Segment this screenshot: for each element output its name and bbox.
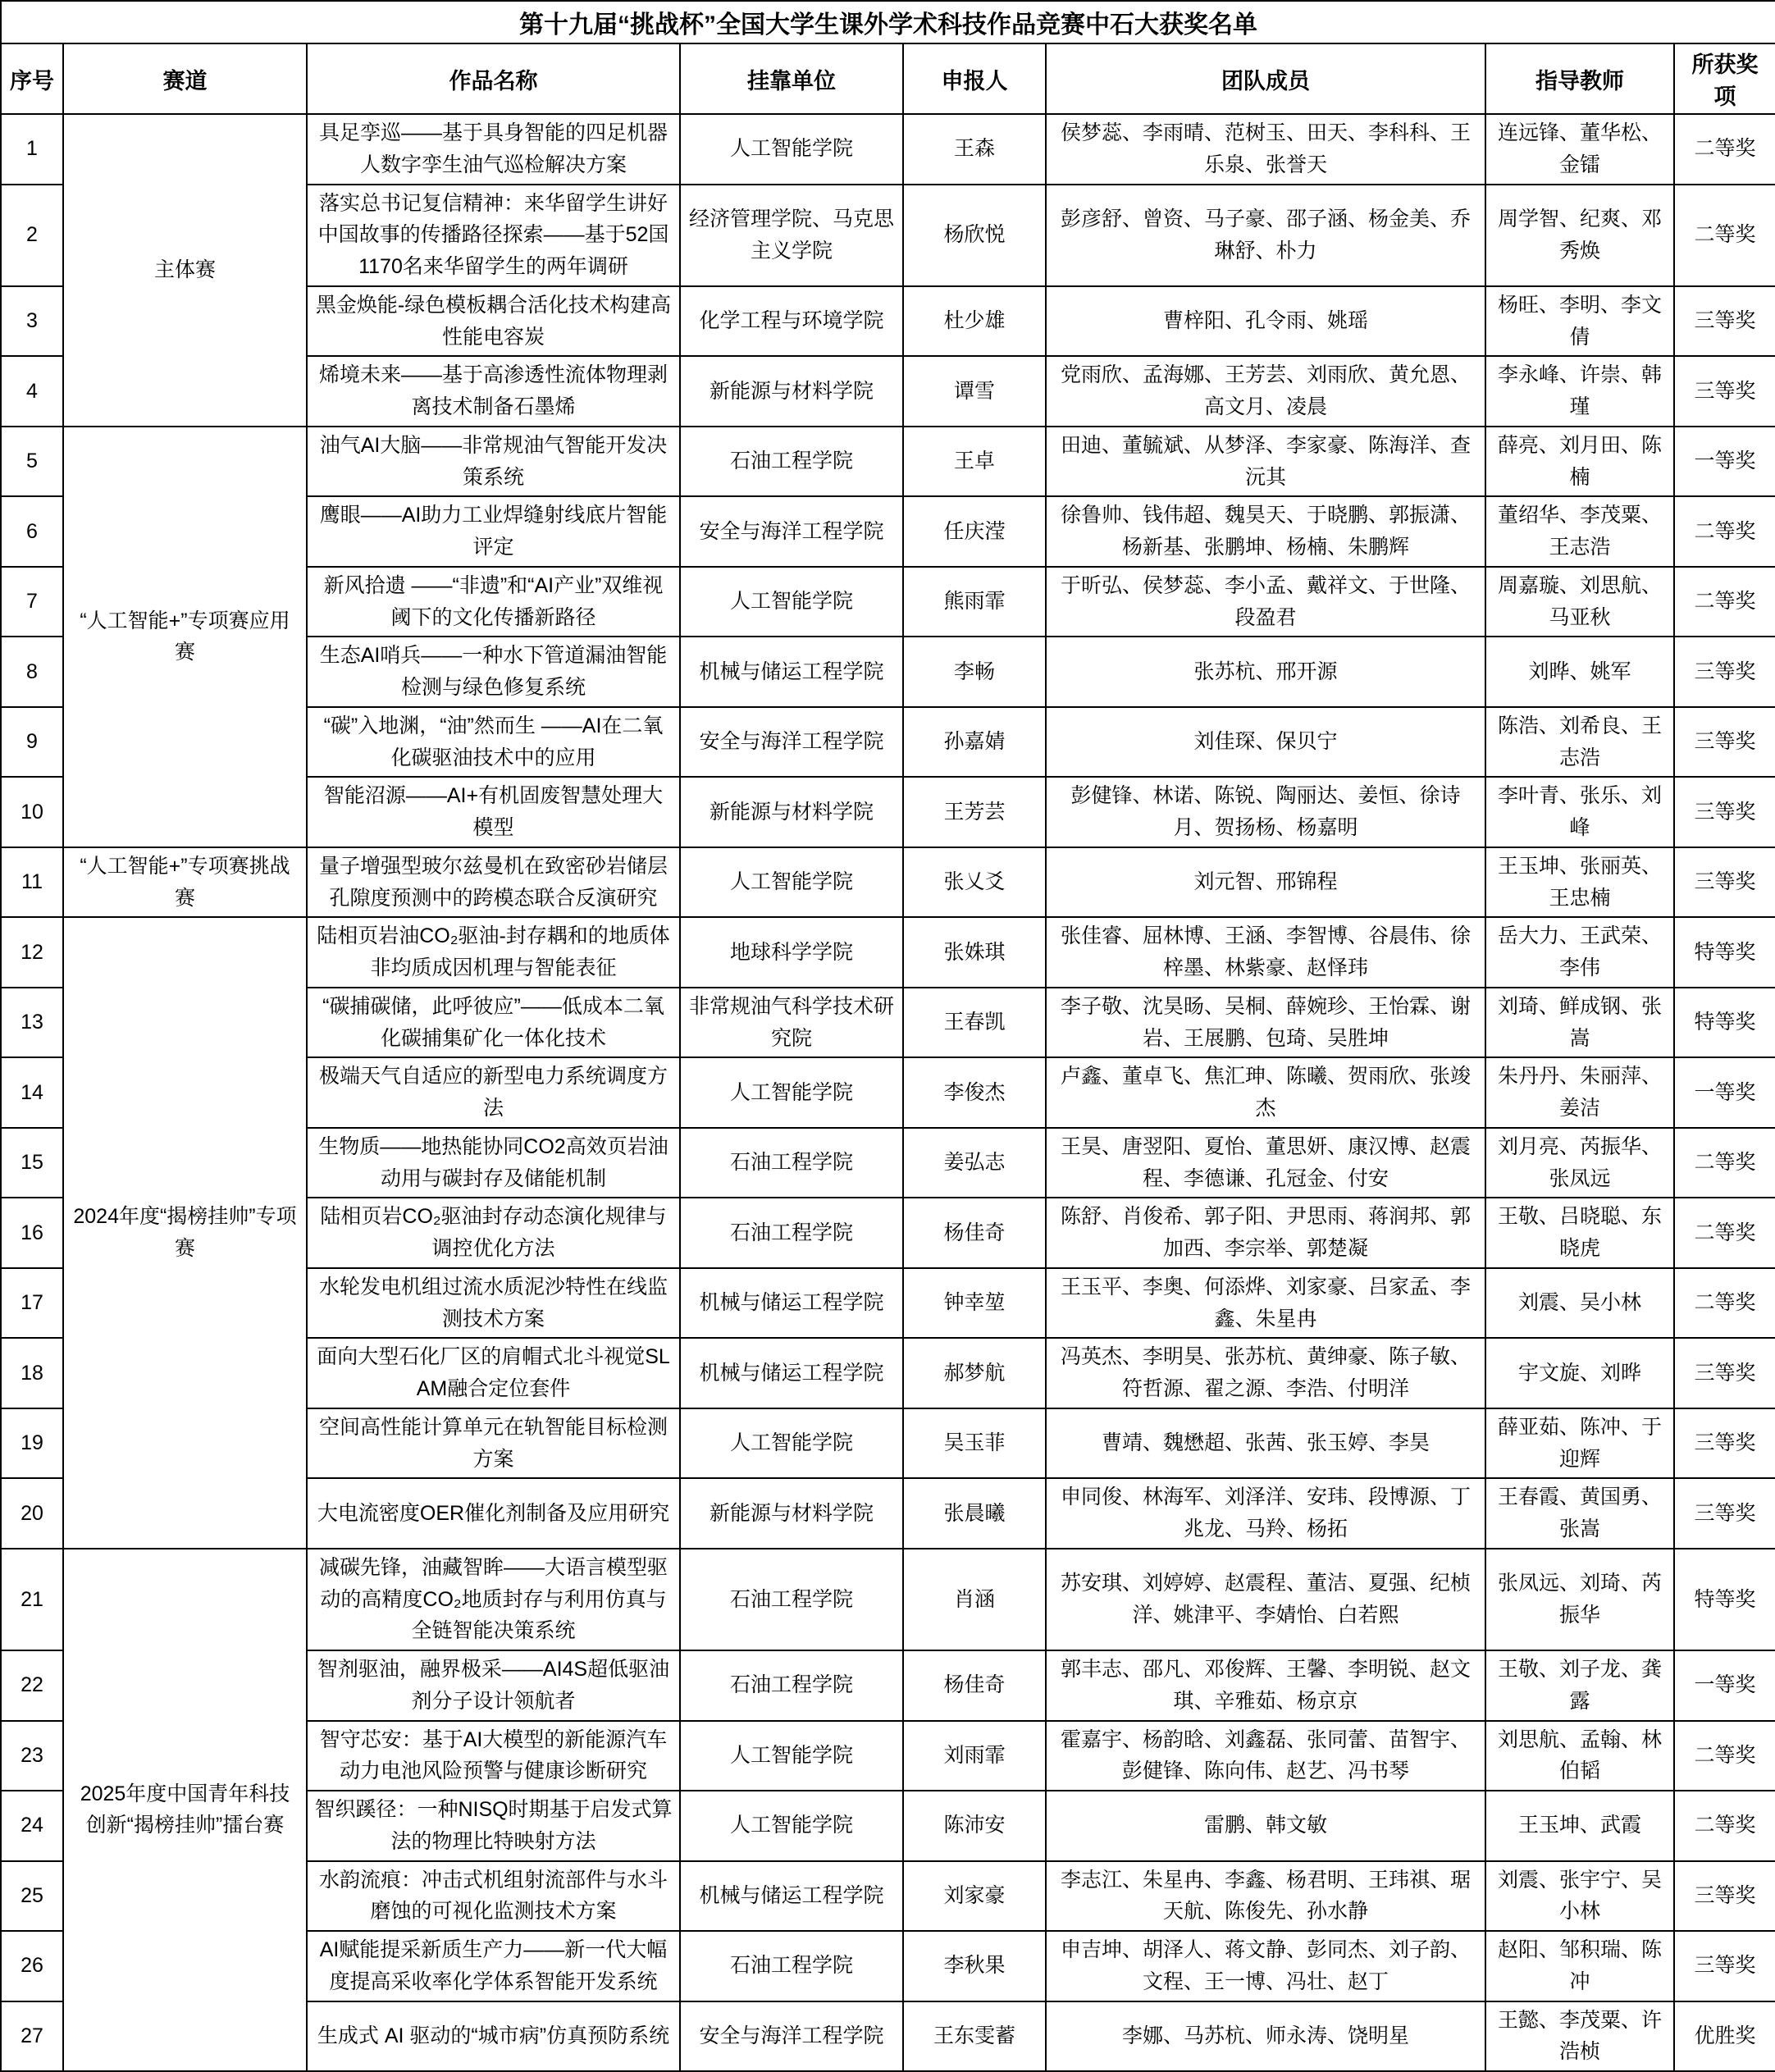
cell-unit: 石油工程学院: [680, 1128, 903, 1198]
cell-award: 优胜奖: [1674, 2001, 1775, 2072]
cell-unit: 新能源与材料学院: [680, 1478, 903, 1549]
cell-work-title: 空间高性能计算单元在轨智能目标检测方案: [307, 1408, 680, 1479]
cell-applicant: 孙嘉婧: [903, 707, 1046, 778]
cell-seq: 10: [1, 777, 63, 847]
cell-advisors: 周嘉璇、刘思航、马亚秋: [1485, 567, 1674, 637]
cell-applicant: 杨佳奇: [903, 1198, 1046, 1268]
cell-advisors: 赵阳、邹积瑞、陈冲: [1485, 1931, 1674, 2001]
cell-work-title: 水韵流痕：冲击式机组射流部件与水斗磨蚀的可视化监测技术方案: [307, 1861, 680, 1932]
cell-team: 冯英杰、李明昊、张苏杭、黄绅豪、陈子敏、符哲源、翟之源、李浩、付明洋: [1046, 1338, 1485, 1408]
cell-advisors: 岳大力、王武荣、李伟: [1485, 917, 1674, 988]
cell-applicant: 肖涵: [903, 1549, 1046, 1650]
cell-unit: 机械与储运工程学院: [680, 1861, 903, 1932]
cell-team: 郭丰志、邵凡、邓俊辉、王馨、李明锐、赵文琪、辛雅茹、杨京京: [1046, 1650, 1485, 1721]
cell-work-title: 陆相页岩CO₂驱油封存动态演化规律与调控优化方法: [307, 1198, 680, 1268]
cell-seq: 22: [1, 1650, 63, 1721]
cell-unit: 人工智能学院: [680, 1408, 903, 1479]
cell-team: 王玉平、李奥、何添烨、刘家豪、吕家孟、李鑫、朱星冉: [1046, 1268, 1485, 1339]
cell-advisors: 刘晔、姚军: [1485, 637, 1674, 707]
cell-award: 三等奖: [1674, 707, 1775, 778]
cell-advisors: 刘震、吴小林: [1485, 1268, 1674, 1339]
cell-applicant: 王森: [903, 114, 1046, 185]
cell-award: 一等奖: [1674, 427, 1775, 497]
cell-award: 一等奖: [1674, 1650, 1775, 1721]
cell-award: 特等奖: [1674, 988, 1775, 1058]
cell-unit: 人工智能学院: [680, 567, 903, 637]
cell-team: 李娜、马苏杭、师永涛、饶明星: [1046, 2001, 1485, 2072]
column-header-track: 赛道: [63, 43, 307, 114]
cell-team: 党雨欣、孟海娜、王芳芸、刘雨欣、黄允恩、高文月、凌晨: [1046, 356, 1485, 427]
cell-applicant: 吴玉菲: [903, 1408, 1046, 1479]
cell-work-title: 智剂驱油，融界极采——AI4S超低驱油剂分子设计领航者: [307, 1650, 680, 1721]
cell-award: 二等奖: [1674, 185, 1775, 286]
cell-applicant: 陈沛安: [903, 1791, 1046, 1861]
cell-team: 田迪、董毓斌、从梦泽、李家豪、陈海洋、查沅其: [1046, 427, 1485, 497]
cell-work-title: “碳”入地渊，“油”然而生 ——AI在二氧化碳驱油技术中的应用: [307, 707, 680, 778]
table-row: [1, 847, 1775, 918]
column-header-award: 所获奖项: [1674, 43, 1775, 114]
cell-applicant: 刘家豪: [903, 1861, 1046, 1932]
cell-work-title: 生物质——地热能协同CO2高效页岩油动用与碳封存及储能机制: [307, 1128, 680, 1198]
cell-advisors: 王敬、吕晓聪、东晓虎: [1485, 1198, 1674, 1268]
cell-applicant: 王东雯蓄: [903, 2001, 1046, 2072]
cell-unit: 新能源与材料学院: [680, 777, 903, 847]
cell-unit: 新能源与材料学院: [680, 356, 903, 427]
cell-advisors: 刘思航、孟翰、林伯韬: [1485, 1721, 1674, 1791]
cell-advisors: 张凤远、刘琦、芮振华: [1485, 1549, 1674, 1650]
cell-unit: 人工智能学院: [680, 114, 903, 185]
cell-advisors: 陈浩、刘希良、王志浩: [1485, 707, 1674, 778]
cell-team: 陈舒、肖俊希、郭子阳、尹思雨、蒋润邦、郭加西、李宗举、郭楚凝: [1046, 1198, 1485, 1268]
cell-award: 三等奖: [1674, 1408, 1775, 1479]
cell-unit: 机械与储运工程学院: [680, 1268, 903, 1339]
cell-team: 雷鹏、韩文敏: [1046, 1791, 1485, 1861]
cell-award: 三等奖: [1674, 847, 1775, 918]
table-title-row: [1, 1, 1775, 43]
cell-seq: 1: [1, 114, 63, 185]
cell-applicant: 张乂爻: [903, 847, 1046, 918]
cell-advisors: 宇文旋、刘晔: [1485, 1338, 1674, 1408]
cell-applicant: 刘雨霏: [903, 1721, 1046, 1791]
cell-award: 二等奖: [1674, 114, 1775, 185]
cell-team: 于昕弘、侯梦蕊、李小孟、戴祥文、于世隆、段盈君: [1046, 567, 1485, 637]
cell-seq: 5: [1, 427, 63, 497]
cell-team: 张苏杭、邢开源: [1046, 637, 1485, 707]
page-title: 第十九届“挑战杯”全国大学生课外学术科技作品竞赛中石大获奖名单: [1, 1, 1775, 43]
cell-advisors: 李永峰、许崇、韩瑾: [1485, 356, 1674, 427]
cell-award: 三等奖: [1674, 1478, 1775, 1549]
cell-work-title: 水轮发电机组过流水质泥沙特性在线监测技术方案: [307, 1268, 680, 1339]
cell-team: 彭彦舒、曾资、马子豪、邵子涵、杨金美、乔琳舒、朴力: [1046, 185, 1485, 286]
cell-work-title: 智织蹊径：一种NISQ时期基于启发式算法的物理比特映射方法: [307, 1791, 680, 1861]
cell-team: 李志江、朱星冉、李鑫、杨君明、王玮祺、琚天航、陈俊先、孙水静: [1046, 1861, 1485, 1932]
cell-seq: 19: [1, 1408, 63, 1479]
cell-advisors: 王敬、刘子龙、龚露: [1485, 1650, 1674, 1721]
cell-advisors: 朱丹丹、朱丽萍、姜洁: [1485, 1057, 1674, 1128]
cell-seq: 20: [1, 1478, 63, 1549]
cell-applicant: 钟幸堃: [903, 1268, 1046, 1339]
cell-advisors: 周学智、纪爽、邓秀焕: [1485, 185, 1674, 286]
cell-team: 霍嘉宇、杨韵晗、刘鑫磊、张同蕾、苗智宇、彭健锋、陈向伟、赵艺、冯书琴: [1046, 1721, 1485, 1791]
cell-team: 彭健锋、林诺、陈锐、陶丽达、姜恒、徐诗月、贺扬杨、杨嘉明: [1046, 777, 1485, 847]
cell-seq: 13: [1, 988, 63, 1058]
cell-team: 卢鑫、董卓飞、焦汇珅、陈曦、贺雨欣、张竣杰: [1046, 1057, 1485, 1128]
cell-unit: 安全与海洋工程学院: [680, 707, 903, 778]
cell-track: “人工智能+”专项赛应用赛: [63, 427, 307, 847]
cell-applicant: 王芳芸: [903, 777, 1046, 847]
cell-seq: 11: [1, 847, 63, 918]
cell-team: 王昊、唐翌阳、夏怡、董思妍、康汉博、赵震程、李德谦、孔冠金、付安: [1046, 1128, 1485, 1198]
cell-work-title: 落实总书记复信精神：来华留学生讲好中国故事的传播路径探索——基于52国1170名来华留学生的两年调研: [307, 185, 680, 286]
cell-applicant: 李俊杰: [903, 1057, 1046, 1128]
cell-advisors: 李叶青、张乐、刘峰: [1485, 777, 1674, 847]
cell-work-title: 生成式 AI 驱动的“城市病”仿真预防系统: [307, 2001, 680, 2072]
cell-seq: 12: [1, 917, 63, 988]
cell-seq: 17: [1, 1268, 63, 1339]
cell-team: 申吉坤、胡泽人、蒋文静、彭同杰、刘子韵、文程、王一博、冯壮、赵丁: [1046, 1931, 1485, 2001]
cell-seq: 14: [1, 1057, 63, 1128]
cell-seq: 3: [1, 286, 63, 357]
cell-advisors: 刘震、张宇宁、吴小林: [1485, 1861, 1674, 1932]
cell-applicant: 姜弘志: [903, 1128, 1046, 1198]
column-header-team: 团队成员: [1046, 43, 1485, 114]
cell-work-title: 智守芯安：基于AI大模型的新能源汽车动力电池风险预警与健康诊断研究: [307, 1721, 680, 1791]
cell-team: 李子敬、沈昊旸、吴桐、薛婉珍、王怡霖、谢岩、王展鹏、包琦、吴胜坤: [1046, 988, 1485, 1058]
table-row: [1, 427, 1775, 497]
cell-applicant: 王卓: [903, 427, 1046, 497]
cell-award: 二等奖: [1674, 567, 1775, 637]
column-header-applicant: 申报人: [903, 43, 1046, 114]
table-row: [1, 1549, 1775, 1650]
cell-unit: 石油工程学院: [680, 1931, 903, 2001]
cell-unit: 经济管理学院、马克思主义学院: [680, 185, 903, 286]
cell-team: 侯梦蕊、李雨晴、范树玉、田天、李科科、王乐泉、张誉天: [1046, 114, 1485, 185]
cell-team: 曹靖、魏懋超、张茜、张玉婷、李昊: [1046, 1408, 1485, 1479]
cell-advisors: 王懿、李茂粟、许浩桢: [1485, 2001, 1674, 2072]
cell-award: 二等奖: [1674, 1128, 1775, 1198]
cell-track: 主体赛: [63, 114, 307, 427]
cell-applicant: 李秋果: [903, 1931, 1046, 2001]
cell-applicant: 张晨曦: [903, 1478, 1046, 1549]
cell-award: 三等奖: [1674, 286, 1775, 357]
cell-advisors: 杨旺、李明、李文倩: [1485, 286, 1674, 357]
cell-applicant: 熊雨霏: [903, 567, 1046, 637]
cell-advisors: 薛亚茹、陈冲、于迎辉: [1485, 1408, 1674, 1479]
cell-work-title: 烯境未来——基于高渗透性流体物理剥离技术制备石墨烯: [307, 356, 680, 427]
cell-seq: 7: [1, 567, 63, 637]
cell-unit: 人工智能学院: [680, 847, 903, 918]
cell-applicant: 任庆滢: [903, 496, 1046, 567]
cell-applicant: 谭雪: [903, 356, 1046, 427]
cell-applicant: 杨欣悦: [903, 185, 1046, 286]
cell-advisors: 刘琦、鲜成钢、张嵩: [1485, 988, 1674, 1058]
cell-seq: 26: [1, 1931, 63, 2001]
column-header-advisors: 指导教师: [1485, 43, 1674, 114]
cell-work-title: 鹰眼——AI助力工业焊缝射线底片智能评定: [307, 496, 680, 567]
cell-track: 2025年度中国青年科技创新“揭榜挂帅”擂台赛: [63, 1549, 307, 2071]
cell-unit: 机械与储运工程学院: [680, 1338, 903, 1408]
cell-applicant: 张姝琪: [903, 917, 1046, 988]
cell-track: “人工智能+”专项赛挑战赛: [63, 847, 307, 918]
cell-award: 三等奖: [1674, 637, 1775, 707]
cell-unit: 化学工程与环境学院: [680, 286, 903, 357]
cell-advisors: 王玉坤、武霞: [1485, 1791, 1674, 1861]
cell-unit: 石油工程学院: [680, 1549, 903, 1650]
cell-unit: 石油工程学院: [680, 427, 903, 497]
cell-award: 二等奖: [1674, 1198, 1775, 1268]
cell-work-title: 黑金焕能-绿色模板耦合活化技术构建高性能电容炭: [307, 286, 680, 357]
cell-seq: 21: [1, 1549, 63, 1650]
cell-team: 徐鲁帅、钱伟超、魏昊天、于晓鹏、郭振潇、杨新基、张鹏坤、杨楠、朱鹏辉: [1046, 496, 1485, 567]
cell-work-title: 减碳先锋，油藏智眸——大语言模型驱动的高精度CO₂地质封存与利用仿真与全链智能决策系统: [307, 1549, 680, 1650]
cell-advisors: 王春霞、黄国勇、张嵩: [1485, 1478, 1674, 1549]
cell-award: 二等奖: [1674, 1268, 1775, 1339]
cell-work-title: 新风拾遗 ——“非遗”和“AI产业”双维视阈下的文化传播新路径: [307, 567, 680, 637]
cell-unit: 人工智能学院: [680, 1791, 903, 1861]
cell-award: 三等奖: [1674, 777, 1775, 847]
cell-team: 苏安琪、刘婷婷、赵震程、董洁、夏强、纪桢洋、姚津平、李婧怡、白若熙: [1046, 1549, 1485, 1650]
cell-work-title: 智能沼源——AI+有机固废智慧处理大模型: [307, 777, 680, 847]
cell-award: 三等奖: [1674, 1931, 1775, 2001]
cell-seq: 18: [1, 1338, 63, 1408]
cell-work-title: “碳捕碳储，此呼彼应”——低成本二氧化碳捕集矿化一体化技术: [307, 988, 680, 1058]
cell-team: 张佳睿、屈林博、王涵、李智博、谷晨伟、徐梓墨、林紫豪、赵怿玮: [1046, 917, 1485, 988]
cell-award: 三等奖: [1674, 356, 1775, 427]
cell-unit: 人工智能学院: [680, 1721, 903, 1791]
column-header-seq: 序号: [1, 43, 63, 114]
cell-applicant: 郝梦航: [903, 1338, 1046, 1408]
cell-work-title: 大电流密度OER催化剂制备及应用研究: [307, 1478, 680, 1549]
cell-seq: 24: [1, 1791, 63, 1861]
cell-award: 一等奖: [1674, 1057, 1775, 1128]
cell-work-title: 陆相页岩油CO₂驱油-封存耦和的地质体非均质成因机理与智能表征: [307, 917, 680, 988]
cell-seq: 15: [1, 1128, 63, 1198]
cell-award: 特等奖: [1674, 917, 1775, 988]
table-header-row: [1, 43, 1775, 114]
cell-award: 三等奖: [1674, 1338, 1775, 1408]
cell-advisors: 刘月亮、芮振华、张凤远: [1485, 1128, 1674, 1198]
cell-seq: 6: [1, 496, 63, 567]
cell-work-title: 极端天气自适应的新型电力系统调度方法: [307, 1057, 680, 1128]
cell-award: 特等奖: [1674, 1549, 1775, 1650]
cell-advisors: 王玉坤、张丽英、王忠楠: [1485, 847, 1674, 918]
cell-advisors: 董绍华、李茂粟、王志浩: [1485, 496, 1674, 567]
cell-track: 2024年度“揭榜挂帅”专项赛: [63, 917, 307, 1549]
cell-applicant: 李畅: [903, 637, 1046, 707]
cell-work-title: 面向大型石化厂区的肩帽式北斗视觉SLAM融合定位套件: [307, 1338, 680, 1408]
cell-team: 刘佳琛、保贝宁: [1046, 707, 1485, 778]
cell-seq: 4: [1, 356, 63, 427]
cell-seq: 8: [1, 637, 63, 707]
cell-seq: 2: [1, 185, 63, 286]
cell-unit: 非常规油气科学技术研究院: [680, 988, 903, 1058]
cell-work-title: AI赋能提采新质生产力——新一代大幅度提高采收率化学体系智能开发系统: [307, 1931, 680, 2001]
cell-applicant: 杜少雄: [903, 286, 1046, 357]
cell-seq: 27: [1, 2001, 63, 2072]
cell-team: 刘元智、邢锦程: [1046, 847, 1485, 918]
awards-table-body: [1, 114, 1775, 2071]
cell-work-title: 量子增强型玻尔兹曼机在致密砂岩储层孔隙度预测中的跨模态联合反演研究: [307, 847, 680, 918]
cell-unit: 安全与海洋工程学院: [680, 2001, 903, 2072]
cell-work-title: 油气AI大脑——非常规油气智能开发决策系统: [307, 427, 680, 497]
cell-seq: 16: [1, 1198, 63, 1268]
cell-team: 曹梓阳、孔令雨、姚瑶: [1046, 286, 1485, 357]
cell-award: 三等奖: [1674, 1861, 1775, 1932]
cell-unit: 地球科学学院: [680, 917, 903, 988]
column-header-title: 作品名称: [307, 43, 680, 114]
cell-unit: 石油工程学院: [680, 1650, 903, 1721]
cell-advisors: 薛亮、刘月田、陈楠: [1485, 427, 1674, 497]
cell-seq: 23: [1, 1721, 63, 1791]
cell-team: 申同俊、林海军、刘泽洋、安玮、段博源、丁兆龙、马羚、杨拓: [1046, 1478, 1485, 1549]
cell-award: 二等奖: [1674, 1791, 1775, 1861]
cell-applicant: 王春凯: [903, 988, 1046, 1058]
cell-work-title: 具足孪巡——基于具身智能的四足机器人数字孪生油气巡检解决方案: [307, 114, 680, 185]
cell-seq: 25: [1, 1861, 63, 1932]
cell-work-title: 生态AI哨兵——一种水下管道漏油智能检测与绿色修复系统: [307, 637, 680, 707]
cell-advisors: 连远锋、董华松、金镭: [1485, 114, 1674, 185]
table-row: [1, 917, 1775, 988]
cell-award: 二等奖: [1674, 1721, 1775, 1791]
cell-unit: 人工智能学院: [680, 1057, 903, 1128]
column-header-unit: 挂靠单位: [680, 43, 903, 114]
cell-unit: 安全与海洋工程学院: [680, 496, 903, 567]
cell-seq: 9: [1, 707, 63, 778]
cell-applicant: 杨佳奇: [903, 1650, 1046, 1721]
cell-award: 二等奖: [1674, 496, 1775, 567]
cell-unit: 机械与储运工程学院: [680, 637, 903, 707]
table-row: [1, 114, 1775, 185]
cell-unit: 石油工程学院: [680, 1198, 903, 1268]
